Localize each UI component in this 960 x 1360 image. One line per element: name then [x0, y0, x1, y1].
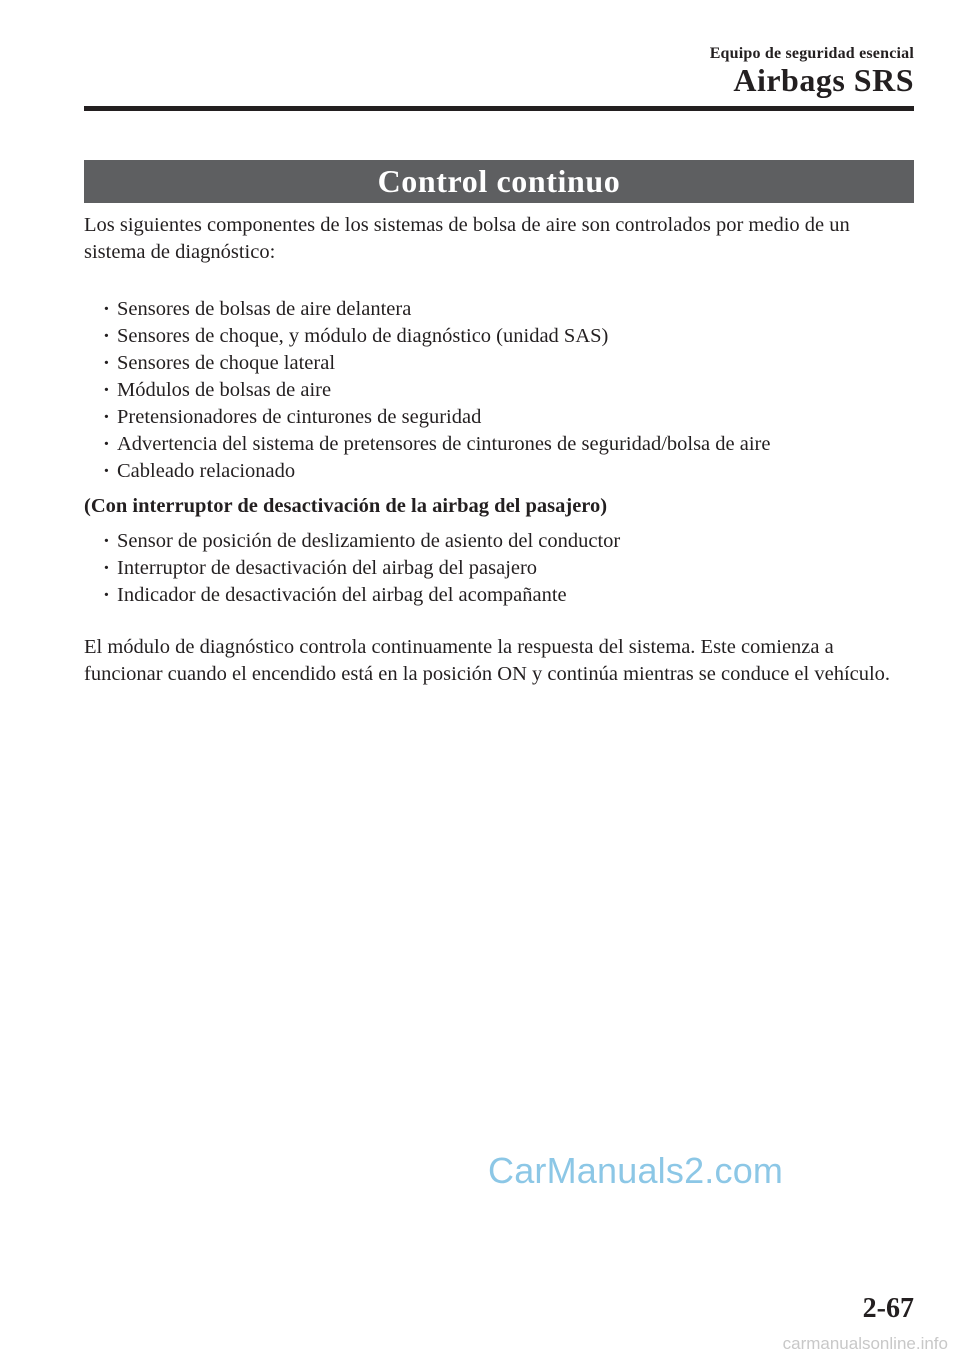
list-item: · Cableado relacionado	[103, 458, 914, 485]
list-item: · Indicador de desactivación del airbag del acompañante	[103, 582, 914, 609]
header-title: Airbags SRS	[733, 62, 914, 98]
bullet-icon: ·	[103, 352, 110, 374]
list-item: · Sensor de posición de deslizamiento de asiento del conductor	[103, 528, 914, 555]
closing-paragraph: El módulo de diagnóstico controla continuamente la respuesta del sistema. Este comienza a funcionar cuando el encendido está en la posición ON y continúa mientras se conduce el vehículo.	[84, 636, 891, 685]
list-item: · Sensores de choque, y módulo de diagnóstico (unidad SAS)	[103, 323, 914, 350]
bullet-icon: ·	[103, 530, 110, 552]
bullet-icon: ·	[103, 460, 110, 482]
bullet-icon: ·	[103, 406, 110, 428]
list-item: · Interruptor de desactivación del airbag del pasajero	[103, 555, 914, 582]
header-section-label: Equipo de seguridad esencial	[709, 45, 914, 62]
bullet-icon: ·	[103, 298, 110, 320]
passenger-switch-list	[84, 528, 914, 609]
subheading: (Con interruptor de desactivación de la airbag del pasajero)	[84, 495, 608, 517]
bullet-icon: ·	[103, 584, 110, 606]
list-item: · Advertencia del sistema de pretensores de cinturones de seguridad/bolsa de aire	[103, 431, 914, 458]
bullet-icon: ·	[103, 557, 110, 579]
bullet-icon: ·	[103, 325, 110, 347]
list-item: · Sensores de bolsas de aire delantera	[103, 296, 914, 323]
footer-site: carmanualsonline.info	[782, 1334, 948, 1353]
header-rule	[84, 106, 914, 111]
section-title-bar	[84, 160, 914, 203]
section-title: Control continuo	[377, 163, 621, 199]
watermark: CarManuals2.com	[488, 1150, 784, 1191]
list-item: · Sensores de choque lateral	[103, 350, 914, 377]
list-item: · Módulos de bolsas de aire	[103, 377, 914, 404]
list-item: · Pretensionadores de cinturones de seguridad	[103, 404, 914, 431]
page-number: 2-67	[862, 1293, 914, 1324]
component-list	[84, 296, 914, 485]
bullet-icon: ·	[103, 379, 110, 401]
intro-paragraph: Los siguientes componentes de los sistemas de bolsa de aire son controlados por medio de un sistema de diagnóstico:	[84, 214, 850, 263]
bullet-icon: ·	[103, 433, 110, 455]
page-content	[84, 212, 914, 688]
